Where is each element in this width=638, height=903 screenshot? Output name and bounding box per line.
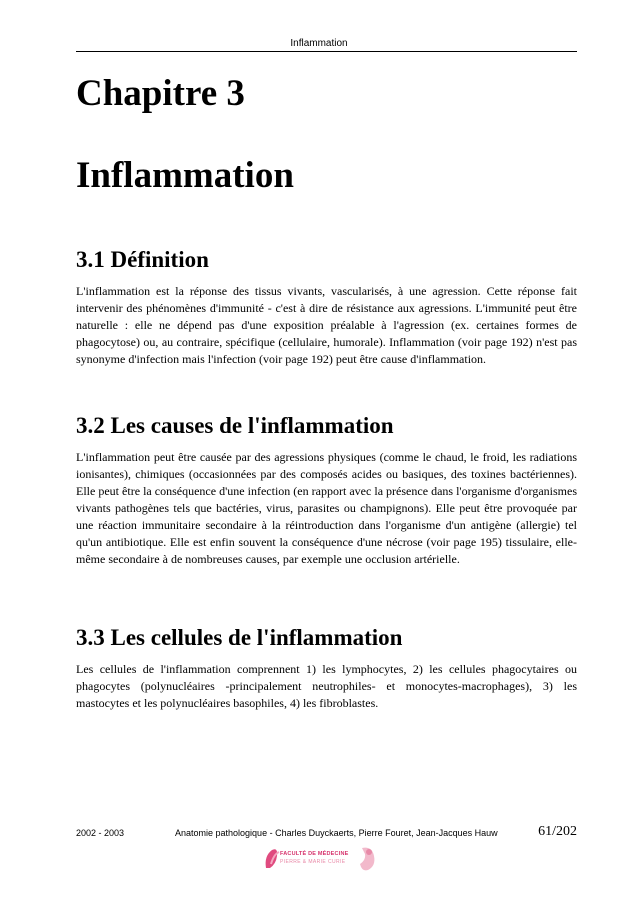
chapter-label: Chapitre 3 (76, 73, 245, 114)
section-causes (76, 411, 577, 568)
section-definition (76, 245, 577, 368)
section-heading: 3.3 Les cellules de l'inflammation (76, 625, 403, 650)
logo-line1: FACULTÉ DE MÉDECINE (280, 851, 349, 857)
faculty-logo (262, 842, 382, 874)
footer-course: Anatomie pathologique - Charles Duyckaerts, Pierre Fouret, Jean-Jacques Hauw (175, 828, 498, 838)
section-heading: 3.1 Définition (76, 247, 209, 272)
logo-line2: PIERRE & MARIE CURIE (280, 859, 346, 865)
section-heading: 3.2 Les causes de l'inflammation (76, 413, 394, 438)
section-body: L'inflammation peut être causée par des agressions physiques (comme le chaud, le froid, les radiations ionisantes), chimiques (occasionnées par des composés acides ou basiques, des toxines bactériennes). Elle peut être la conséquence d'une infection (en rapport avec la présence dans l'organisme d'organismes vivants pathogènes tels que bactéries, virus, parasites ou champignons). Elle peut être provoquée par une réaction immunitaire secondaire à la réintroduction dans l'organisme d'un antigène (allergie) tel qu'un antibiotique. Elle est enfin souvent la conséquence d'une nécrose (voir page 195) tissulaire, elle-même secondaire à de nombreuses causes, par exemple une occlusion artérielle. (76, 450, 577, 566)
header-rule (76, 51, 577, 52)
section-cells (76, 623, 577, 712)
section-body: L'inflammation est la réponse des tissus vivants, vascularisés, à une agression. Cette réponse fait intervenir des phénomènes d'immunité - c'est à dire de résistance aux agressions. L'immunité peut être naturelle : elle ne dépend pas d'une exposition préalable à l'agression (ex. certaines formes de phagocytose) ou, au contraire, spécifique (cellulaire, humorale). Inflammation (voir page 192) n'est pas synonyme d'infection mais l'infection (voir page 192) peut être cause d'inflammation. (76, 284, 577, 366)
running-head: Inflammation (290, 38, 348, 49)
page-number: 61/202 (538, 824, 577, 839)
section-body: Les cellules de l'inflammation comprennent 1) les lymphocytes, 2) les cellules phagocytaires ou phagocytes (polynucléaires -principalement neutrophiles- et monocytes-macrophages), 3) les mastocytes et les polynucléaires basophiles, 4) les fibroblastes. (76, 662, 577, 710)
chapter-title: Inflammation (76, 155, 294, 196)
footer-years: 2002 - 2003 (76, 828, 125, 838)
faculty-emblem-icon (262, 842, 382, 874)
